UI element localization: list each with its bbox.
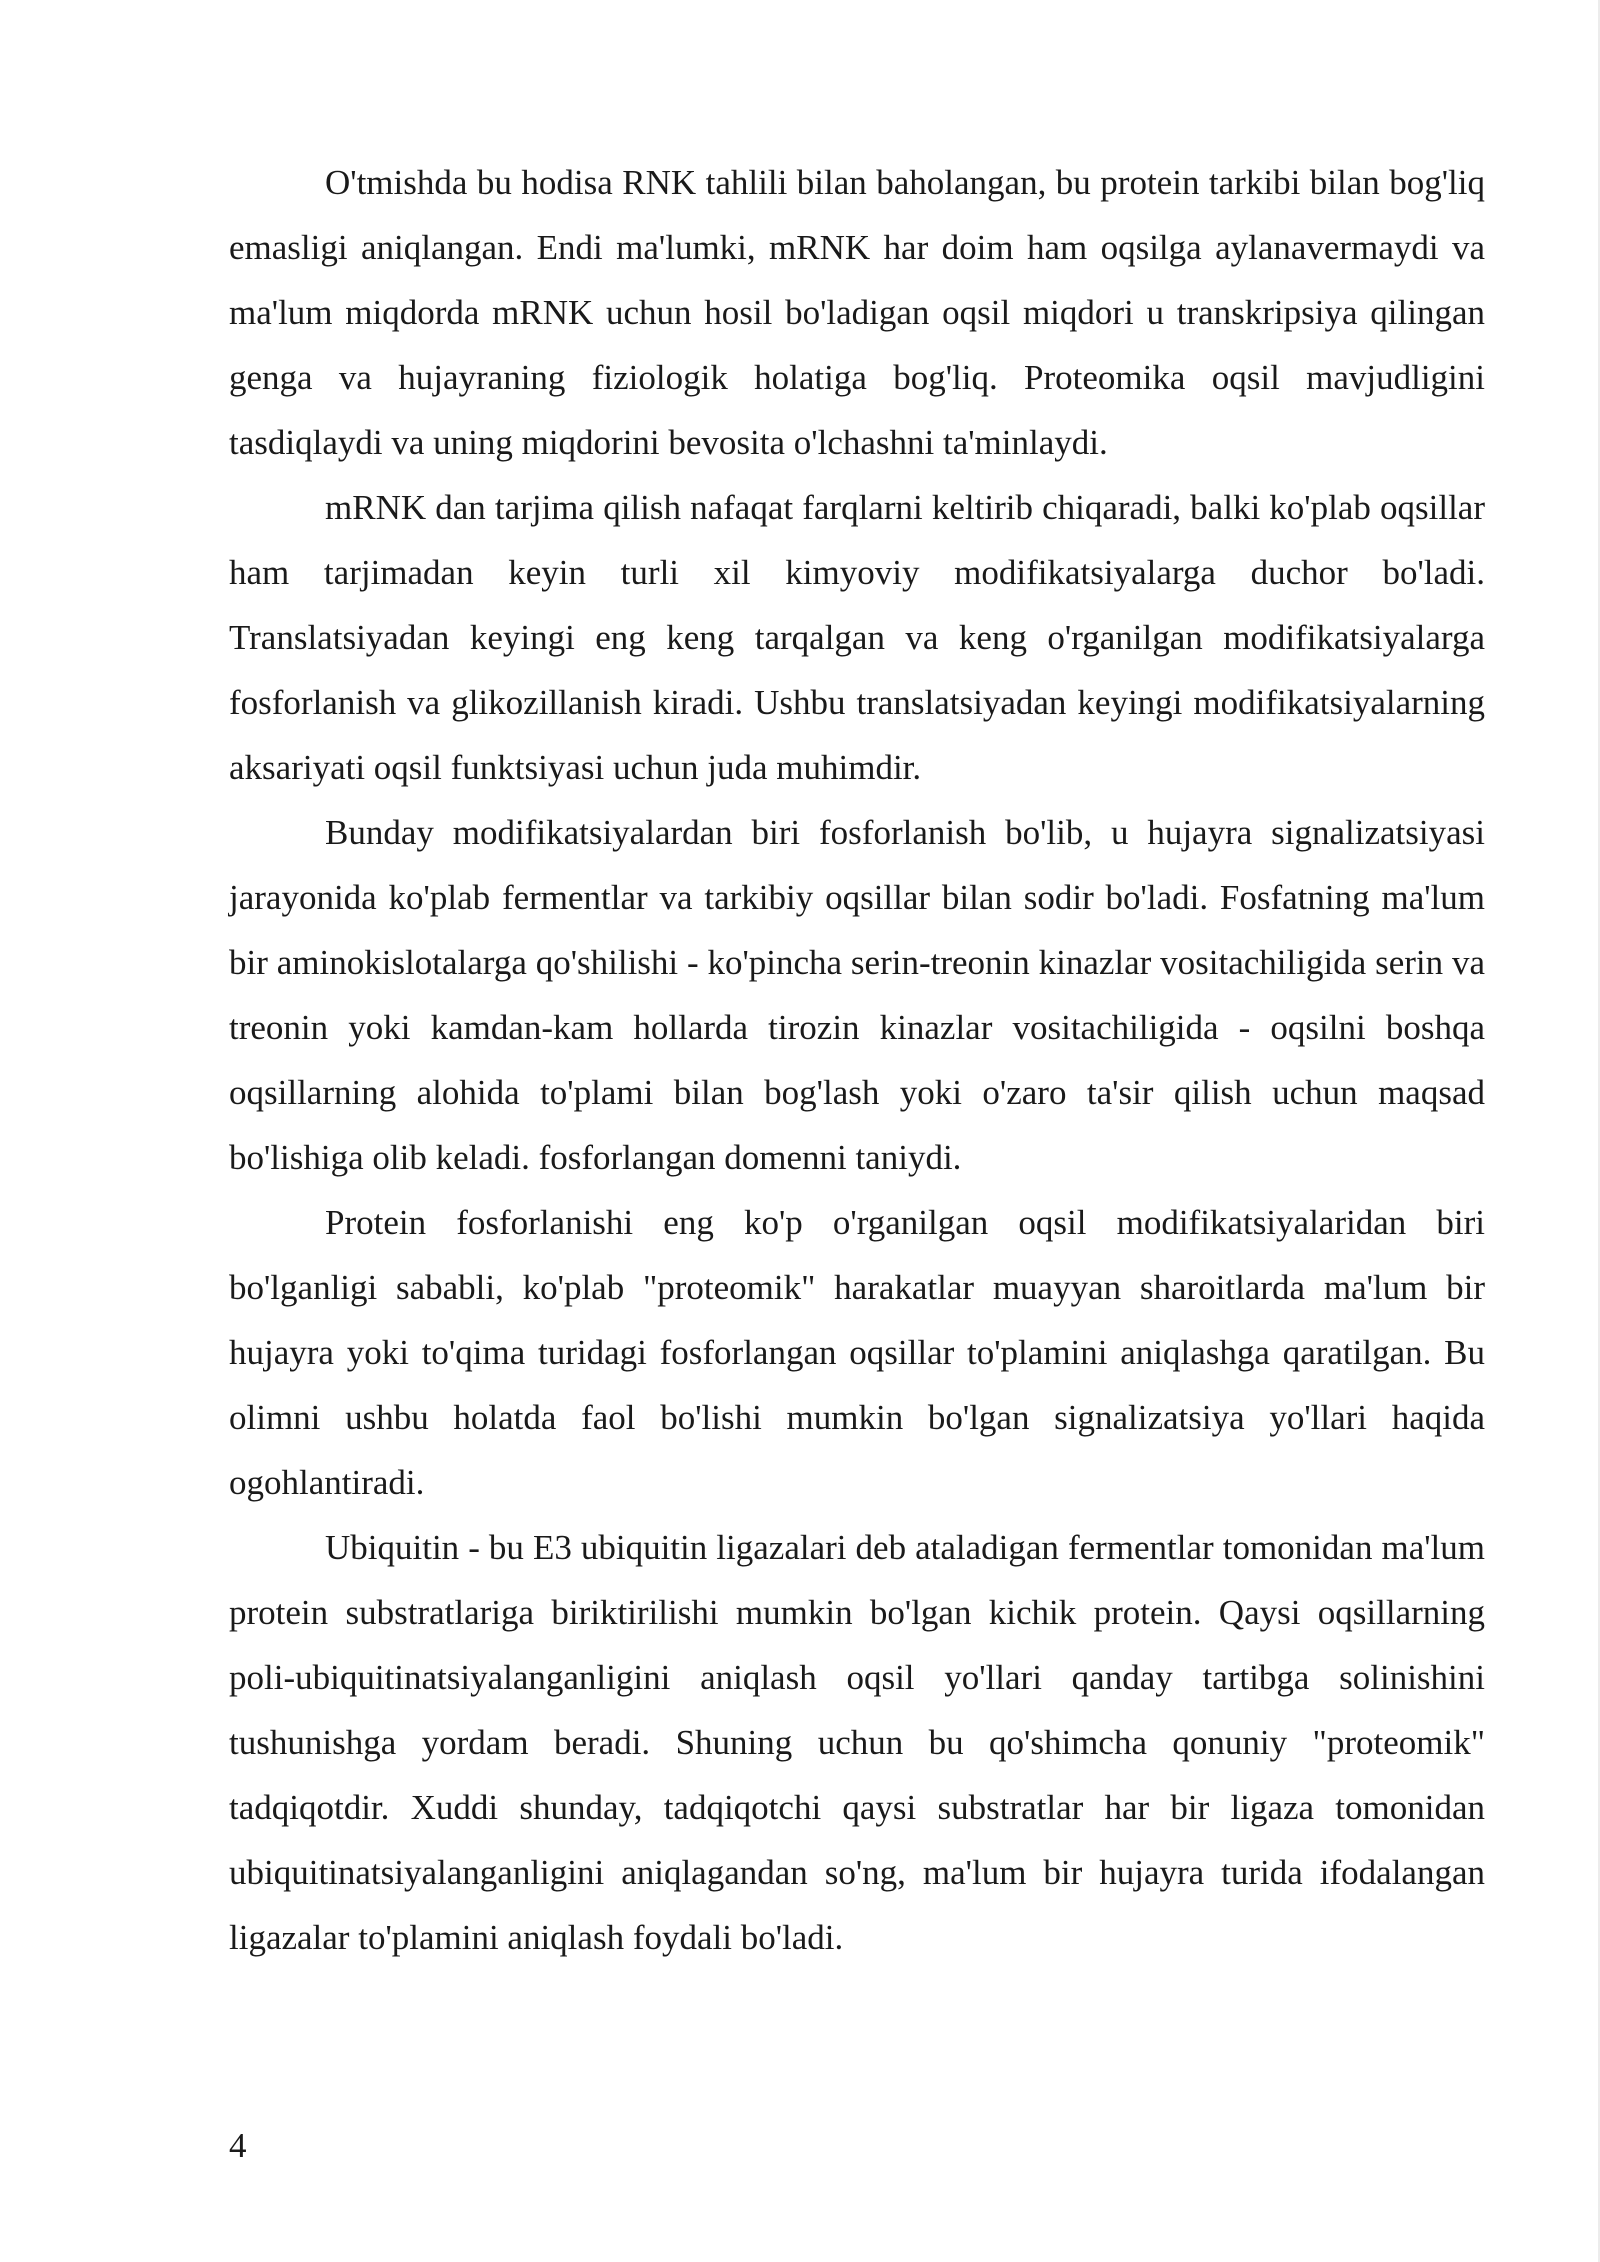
paragraph-3: Bunday modifikatsiyalardan biri fosforlanish bo'lib, u hujayra signalizatsiyasi jarayonida ko'plab fermentlar va tarkibiy oqsillar bilan sodir bo'ladi. Fosfatning ma'lum bir aminokislotalarga qo'shilishi - ko'pincha serin-treonin kinazlar vositachiligida serin va treonin yoki kamdan-kam hollarda tirozin kinazlar vositachiligida - oqsilni boshqa oqsillarning alohida to'plami bilan bog'lash yoki o'zaro ta'sir qilish uchun maqsad bo'lishiga olib keladi. fosforlangan domenni taniydi. xyxy=(229,813,1485,1177)
paragraph-1: O'tmishda bu hodisa RNK tahlili bilan baholangan, bu protein tarkibi bilan bog'liq emasligi aniqlangan. Endi ma'lumki, mRNK har doim ham oqsilga aylanavermaydi va ma'lum miqdorda mRNK uchun hosil bo'ladigan oqsil miqdori u transkripsiya qilingan genga va hujayraning fiziologik holatiga bog'liq. Proteomika oqsil mavjudligini tasdiqlaydi va uning miqdorini bevosita o'lchashni ta'minlaydi. xyxy=(229,163,1485,462)
paragraph-5: Ubiquitin - bu E3 ubiquitin ligazalari deb ataladigan fermentlar tomonidan ma'lum protein substratlariga biriktirilishi mumkin bo'lgan kichik protein. Qaysi oqsillarning poli-ubiquitinatsiyalanganligini aniqlash oqsil yo'llari qanday tartibga solinishini tushunishga yordam beradi. Shuning uchun bu qo'shimcha qonuniy "proteomik" tadqiqotdir. Xuddi shunday, tadqiqotchi qaysi substratlar har bir ligaza tomonidan ubiquitinatsiyalanganligini aniqlagandan so'ng, ma'lum bir hujayra turida ifodalangan ligazalar to'plamini aniqlash foydali bo'ladi. xyxy=(229,1528,1485,1957)
paragraph-2: mRNK dan tarjima qilish nafaqat farqlarni keltirib chiqaradi, balki ko'plab oqsillar ham tarjimadan keyin turli xil kimyoviy modifikatsiyalarga duchor bo'ladi. Translatsiyadan keyingi eng keng tarqalgan va keng o'rganilgan modifikatsiyalarga fosforlanish va glikozillanish kiradi. Ushbu translatsiyadan keyingi modifikatsiyalarning aksariyati oqsil funktsiyasi uchun juda muhimdir. xyxy=(229,488,1485,787)
page-number: 4 xyxy=(229,2126,247,2165)
paragraph-4: Protein fosforlanishi eng ko'p o'rganilgan oqsil modifikatsiyalaridan biri bo'lganligi sababli, ko'plab "proteomik" harakatlar muayyan sharoitlarda ma'lum bir hujayra yoki to'qima turidagi fosforlangan oqsillar to'plamini aniqlashga qaratilgan. Bu olimni ushbu holatda faol bo'lishi mumkin bo'lgan signalizatsiya yo'llari haqida ogohlantiradi. xyxy=(229,1203,1485,1502)
document-body xyxy=(229,150,1485,1970)
